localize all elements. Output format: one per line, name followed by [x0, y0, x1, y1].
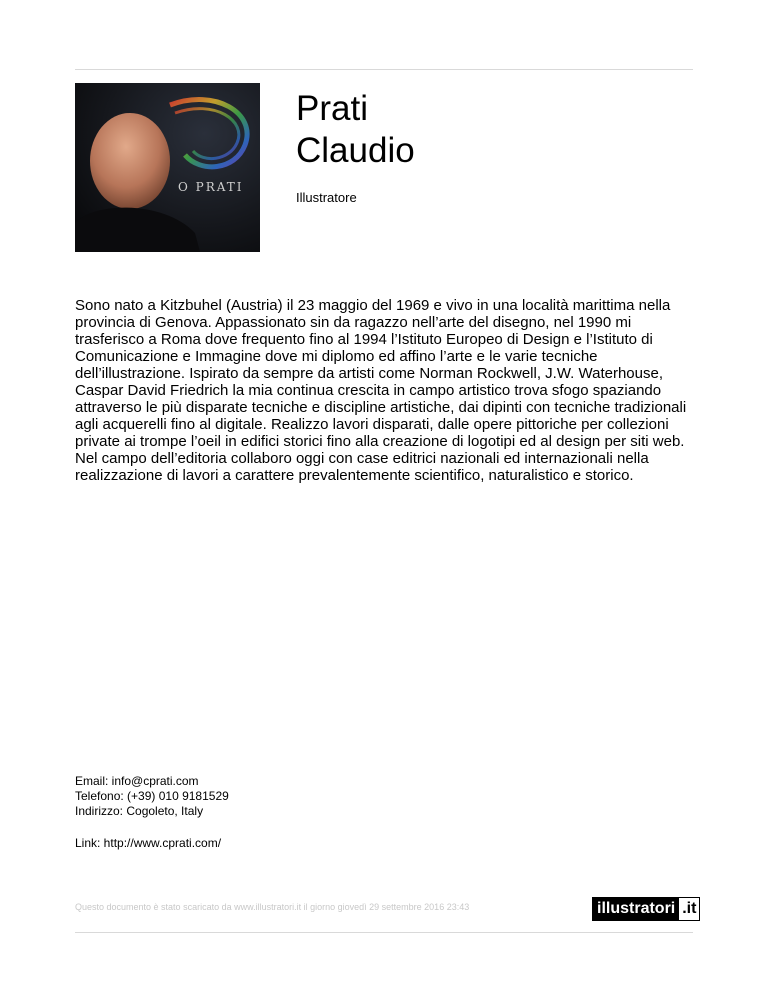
profile-role: Illustratore	[296, 190, 357, 205]
contact-phone: Telefono: (+39) 010 9181529	[75, 789, 229, 803]
profile-first-name: Claudio	[296, 131, 415, 170]
biography-text: Sono nato a Kitzbuhel (Austria) il 23 maggio del 1969 e vivo in una località marittima nella provincia di Genova. Appassionato sin da ragazzo nell’arte del disegno, nel 1990 mi trasferisco a Roma dove frequento fino al 1994 l’Istituto Europeo di Design e l’Istituto di Comunicazione e Immagine dove mi diplomo ed affino l’arte e le varie tecniche dell’illustrazione. Ispirato da sempre da artisti come Norman Rockwell, J.W. Waterhouse, Caspar David Friedrich la mia continua crescita in campo artistico trova sfogo spaziando attraverso le più disparate tecniche e discipline artistiche, dai dipinti con tecniche tradizionali agli acquerelli fino al digitale. Realizzo lavori disparati, dalle opere pittoriche per collezioni private ai trompe l’oeil in edifici storici fino alla creazione di logotipi ed al design per siti web. Nel campo dell’editoria collaboro oggi con case editrici nazionali ed internazionali nella realizzazione di lavori a carattere prevalentemente scientifico, naturalistico e storico.	[75, 297, 687, 484]
website-link[interactable]: Link: http://www.cprati.com/	[75, 836, 222, 850]
photo-overlay-text: O PRATI	[178, 180, 244, 194]
contact-block	[75, 774, 229, 819]
illustratori-logo[interactable]	[592, 897, 700, 921]
bottom-divider	[75, 932, 693, 933]
top-divider	[75, 69, 693, 70]
contact-email[interactable]: Email: info@cprati.com	[75, 774, 199, 788]
logo-tld-text: .it	[679, 898, 699, 920]
download-disclaimer: Questo documento è stato scaricato da www.illustratori.it il giorno giovedì 29 settembre 2016 23:43	[75, 902, 470, 912]
profile-surname: Prati	[296, 89, 368, 128]
contact-address: Indirizzo: Cogoleto, Italy	[75, 804, 204, 818]
logo-main-text: illustratori	[593, 898, 679, 920]
profile-photo	[75, 83, 260, 252]
